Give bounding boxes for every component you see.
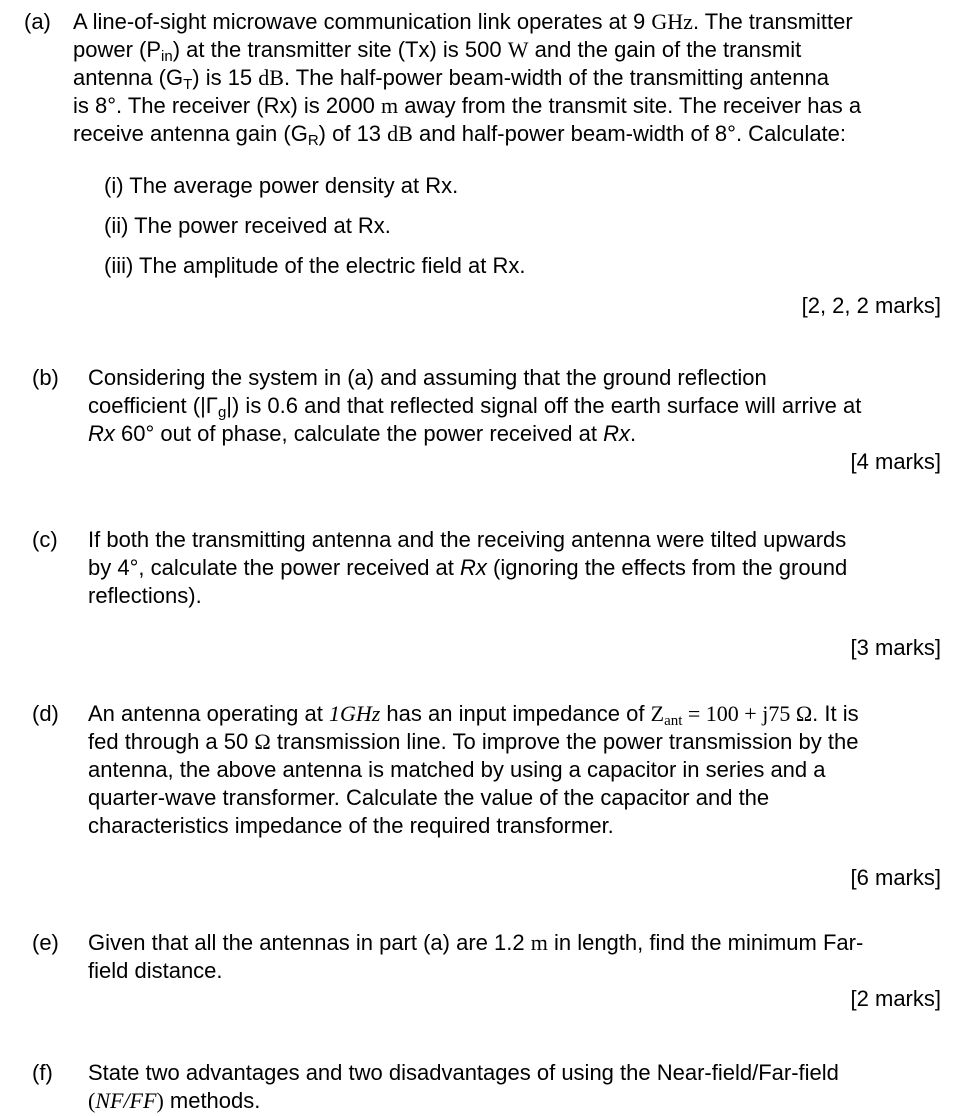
part-f-line-1: State two advantages and two disadvantages of using the Near-field/Far-field (88, 1060, 839, 1085)
part-c-marks: [3 marks] (850, 635, 941, 660)
part-c-line-2: by 4°, calculate the power received at Rx (ignoring the effects from the ground (88, 555, 848, 580)
part-e-line-2: field distance. (88, 958, 223, 983)
part-a-line-4: is 8°. The receiver (Rx) is 2000 m away from the transmit site. The receiver has a (73, 93, 862, 118)
part-c-label: (c) (32, 527, 58, 552)
part-a-marks: [2, 2, 2 marks] (801, 293, 941, 318)
part-e-label: (e) (32, 930, 59, 955)
subquestion-ii: (ii) The power received at Rx. (104, 213, 391, 238)
part-b-line-3: Rx 60° out of phase, calculate the power received at Rx. (88, 421, 637, 446)
part-f-label: (f) (32, 1060, 53, 1085)
part-a-line-3: antenna (GT) is 15 dB. The half-power beam-width of the transmitting antenna (73, 65, 829, 93)
part-a-line-5: receive antenna gain (GR) of 13 dB and half-power beam-width of 8°. Calculate: (73, 121, 847, 149)
part-a-line-1: A line-of-sight microwave communication link operates at 9 GHz. The transmitter (73, 9, 853, 34)
part-d-line-2: fed through a 50 Ω transmission line. To improve the power transmission by the (88, 729, 859, 754)
part-d-line-3: antenna, the above antenna is matched by using a capacitor in series and a (88, 757, 826, 782)
part-d-line-1: An antenna operating at 1GHz has an input impedance of Zant = 100 + j75 Ω. It is (88, 701, 859, 729)
part-b-marks: [4 marks] (850, 449, 941, 474)
part-b-label: (b) (32, 365, 59, 390)
part-d-line-5: characteristics impedance of the required transformer. (88, 813, 614, 838)
part-d-marks: [6 marks] (850, 865, 941, 890)
part-b-line-1: Considering the system in (a) and assuming that the ground reflection (88, 365, 767, 390)
part-e-line-1: Given that all the antennas in part (a) are 1.2 m in length, find the minimum Far- (88, 930, 864, 955)
part-f-line-2: (NF/FF) methods. (88, 1088, 261, 1113)
part-b-line-2: coefficient (|Γg|) is 0.6 and that reflected signal off the earth surface will arrive at (88, 393, 862, 421)
part-a-label: (a) (24, 9, 51, 34)
part-d-label: (d) (32, 701, 59, 726)
part-e-marks: [2 marks] (850, 986, 941, 1011)
part-a-line-2: power (Pin) at the transmitter site (Tx) is 500 W and the gain of the transmit (73, 37, 802, 65)
part-d-line-4: quarter-wave transformer. Calculate the value of the capacitor and the (88, 785, 770, 810)
part-c-line-3: reflections). (88, 583, 202, 608)
subquestion-i: (i) The average power density at Rx. (104, 173, 459, 198)
part-c-line-1: If both the transmitting antenna and the receiving antenna were tilted upwards (88, 527, 847, 552)
subquestion-iii: (iii) The amplitude of the electric field at Rx. (104, 253, 526, 278)
